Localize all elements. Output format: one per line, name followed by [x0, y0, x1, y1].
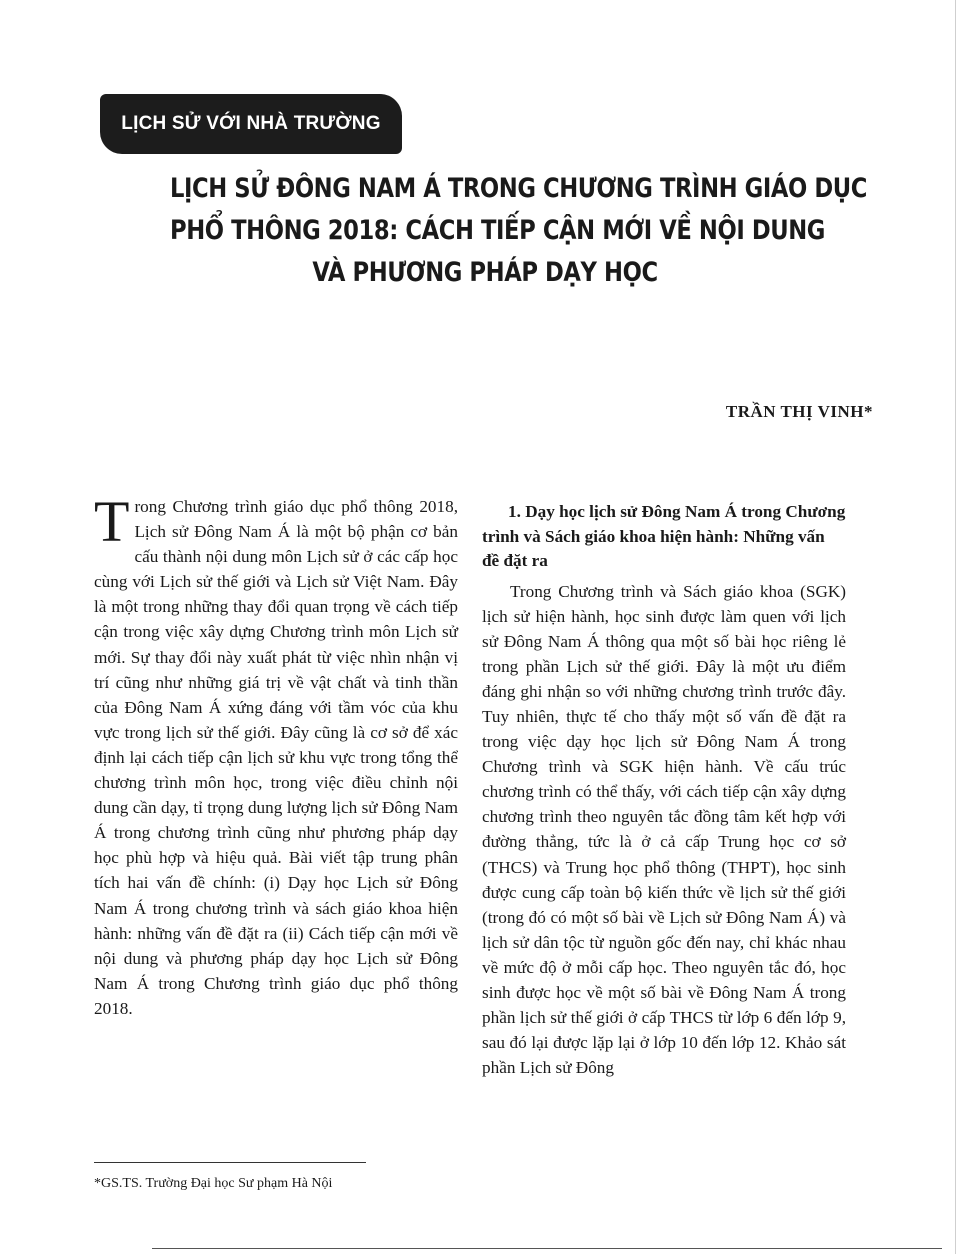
section-tag: LỊCH SỬ VỚI NHÀ TRƯỜNG — [100, 94, 402, 154]
footnote: *GS.TS. Trường Đại học Sư phạm Hà Nội — [94, 1176, 333, 1191]
title-line-1: LỊCH SỬ ĐÔNG NAM Á TRONG CHƯƠNG TRÌNH GIÁO DỤC — [170, 173, 867, 204]
page-bottom-rule — [152, 1248, 942, 1249]
intro-paragraph: rong Chương trình giáo dục phổ thông 2018, Lịch sử Đông Nam Á là một bộ phận cơ bản cấu thành nội dung môn Lịch sử ở các cấp học cùng với Lịch sử thế giới và Lịch sử Việt Nam. Đây là một trong những thay đổi quan trọng về cách tiếp cận trong việc xây dựng Chương trình môn Lịch sử mới. Sự thay đổi này xuất phát từ việc nhìn nhận vị trí cũng như những giá trị về vật chất và tinh thần của Đông Nam Á xứng đáng với tầm vóc của khu vực trong lịch sử thế giới. Đây cũng là cơ sở để xác định lại cách tiếp cận lịch sử khu vực trong tổng thể chương trình môn học, trong việc điều chỉnh nội dung cần dạy, tỉ trọng dung lượng lịch sử Đông Nam Á trong chương trình cũng như phương pháp dạy học phù hợp và hiệu quả. Bài viết tập trung phân tích hai vấn đề chính: (i) Dạy học Lịch sử Đông Nam Á trong chương trình và sách giáo khoa hiện hành: những vấn đề đặt ra (ii) Cách tiếp cận mới về nội dung và phương pháp dạy học Lịch sử Đông Nam Á trong Chương trình giáo dục phổ thông 2018. — [94, 497, 458, 1018]
scan-edge — [955, 0, 956, 1254]
section-heading: 1. Dạy học lịch sử Đông Nam Á trong Chương trình và Sách giáo khoa hiện hành: Những vấn đề đặt ra — [482, 502, 846, 570]
article-title — [170, 168, 867, 294]
title-line-2: PHỔ THÔNG 2018: CÁCH TIẾP CẬN MỚI VỀ NỘI DUNG — [170, 215, 826, 246]
right-column — [482, 494, 846, 1080]
dropcap: T — [94, 489, 130, 554]
author: TRẦN THỊ VINH* — [725, 402, 873, 421]
title-line-3: VÀ PHƯƠNG PHÁP DẠY HỌC — [312, 257, 658, 288]
footnote-divider — [94, 1162, 366, 1163]
left-column — [94, 489, 458, 1021]
body-paragraph: Trong Chương trình và Sách giáo khoa (SGK) lịch sử hiện hành, học sinh được làm quen với lịch sử Đông Nam Á thông qua một số bài học riêng lẻ trong phần Lịch sử thế giới. Đây là một ưu điểm đáng ghi nhận so với những chương trình trước đây. Tuy nhiên, thực tế cho thấy một số vấn đề đặt ra trong việc dạy học lịch sử Đông Nam Á trong Chương trình và SGK hiện hành. Về cấu trúc chương trình có thể thấy, với cách tiếp cận xây dựng chương trình theo nguyên tắc đồng tâm kết hợp với đường thẳng, tức là ở cả cấp Trung học cơ sở (THCS) và Trung học phổ thông (THPT), học sinh được cung cấp toàn bộ kiến thức về lịch sử thế giới (trong đó có một số bài về Lịch sử Đông Nam Á) và lịch sử dân tộc từ nguồn gốc đến nay, chỉ khác nhau về mức độ ở mỗi cấp học. Theo nguyên tắc đó, học sinh được học về một số bài về Đông Nam Á trong phần lịch sử thế giới ở cấp THCS từ lớp 6 đến lớp 9, sau đó lại được lặp lại ở lớp 10 đến lớp 12. Khảo sát phần Lịch sử Đông — [482, 581, 846, 1078]
